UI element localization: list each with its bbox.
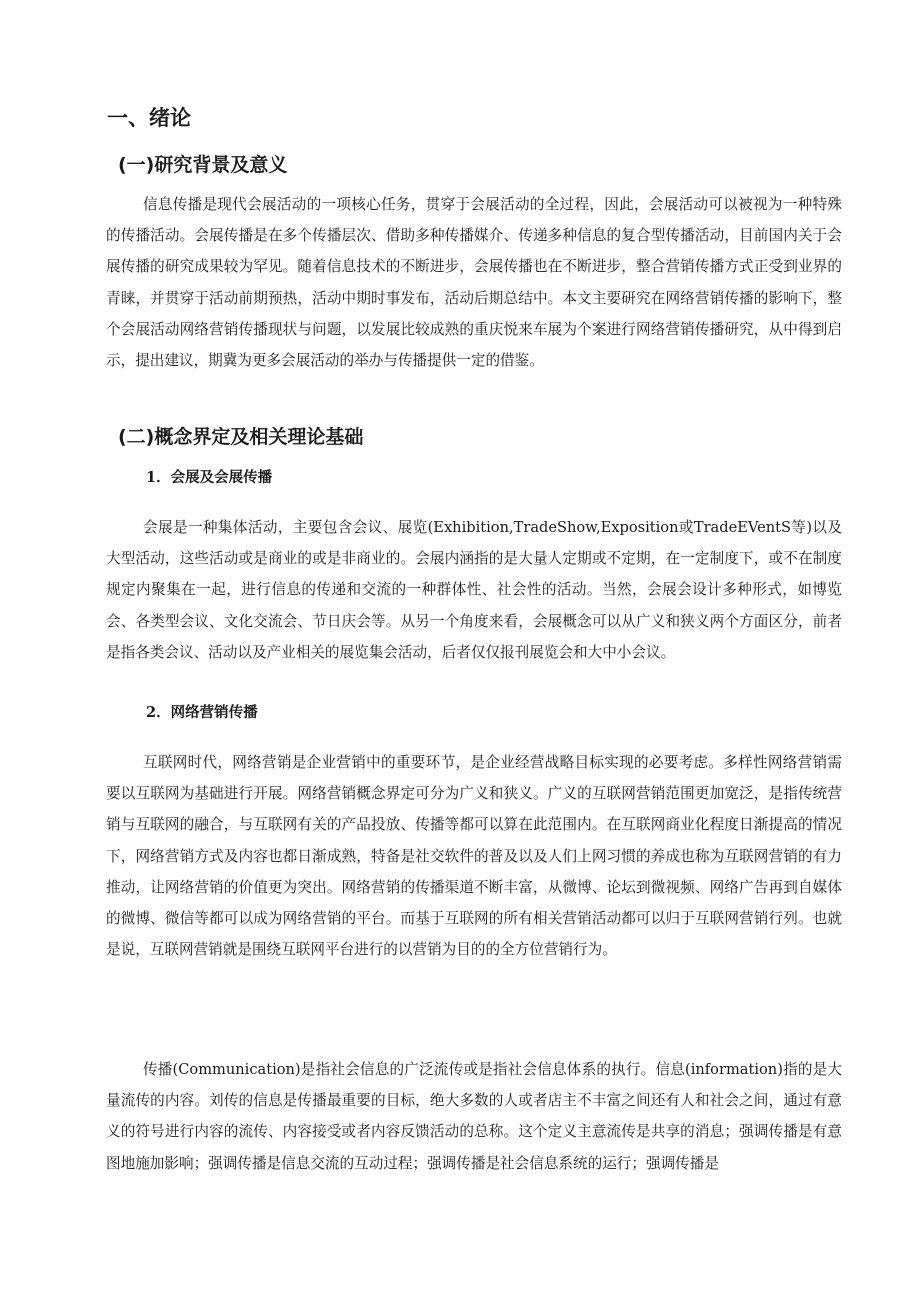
paragraph-network-marketing: 互联网时代，网络营销是企业营销中的重要环节，是企业经营战略目标实现的必要考虑。多样性网络营销需要以互联网为基础进行开展。网络营销概念界定可分为广义和狭义。广义的互联网营销范围更加宽泛，是指传统营销与互联网的融合，与互联网有关的产品投放、传播等都可以算在此范围内。在互联网商业化程度日渐提高的情况下，网络营销方式及内容也都日渐成熟，特备是社交软件的普及以及人们上网习惯的养成也称为互联网营销的有力推动，让网络营销的价值更为突出。网络营销的传播渠道不断丰富，从微博、论坛到微视频、网络广告再到自媒体的微博、微信等都可以成为网络营销的平台。而基于互联网的所有相关营销活动都可以归于互联网营销行列。也就是说，互联网营销就是围绕互联网平台进行的以营销为目的的全方位营销行为。 [106,754,842,959]
chapter-heading: 一、绪论 [107,106,191,130]
paragraph-background: 信息传播是现代会展活动的一项核心任务，贯穿于会展活动的全过程，因此，会展活动可以被视为一种特殊的传播活动。会展传播是在多个传播层次、借助多种传播媒介、传递多种信息的复合型传播活动，目前国内关于会展传播的研究成果较为罕见。随着信息技术的不断进步，会展传播也在不断进步，整合营销传播方式正受到业界的青睐，并贯穿于活动前期预热，活动中期时事发布，活动后期总结中。本文主要研究在网络营销传播的影响下，整个会展活动网络营销传播现状与问题，以发展比较成熟的重庆悦来车展为个案进行网络营销传播研究，从中得到启示，提出建议，期冀为更多会展活动的举办与传播提供一定的借鉴。 [106,196,842,370]
subsection-heading-network-marketing: 2．网络营销传播 [146,704,258,721]
subsection-heading-exhibition: 1．会展及会展传播 [146,469,273,486]
paragraph-communication: 传播(Communication)是指社会信息的广泛流传或是指社会信息体系的执行。信息(information)指的是大量流传的内容。刘传的信息是传播最重要的目标，绝大多数的人或者店主不丰富之间还有人和社会之间，通过有意义的符号进行内容的流传、内容接受或者内容反馈活动的总称。这个定义主意流传是共享的消息；强调传播是有意图地施加影响；强调传播是信息交流的互动过程；强调传播是社会信息系统的运行；强调传播是 [106,1061,842,1172]
section-heading-background: (一)研究背景及意义 [118,154,288,176]
section-heading-concepts: (二)概念界定及相关理论基础 [118,426,364,448]
paragraph-exhibition: 会展是一种集体活动，主要包含会议、展览(Exhibition,TradeShow,Exposition或TradeEVentS等)以及大型活动，这些活动或是商业的或是非商业的。会展内涵指的是大量人定期或不定期，在一定制度下，或不在制度规定内聚集在一起，进行信息的传递和交流的一种群体性、社会性的活动。当然，会展会设计多种形式，如博览会、各类型会议、文化交流会、节日庆会等。从另一个角度来看，会展概念可以从广义和狭义两个方面区分，前者是指各类会议、活动以及产业相关的展览集会活动，后者仅仅报刊展览会和大中小会议。 [106,519,842,661]
